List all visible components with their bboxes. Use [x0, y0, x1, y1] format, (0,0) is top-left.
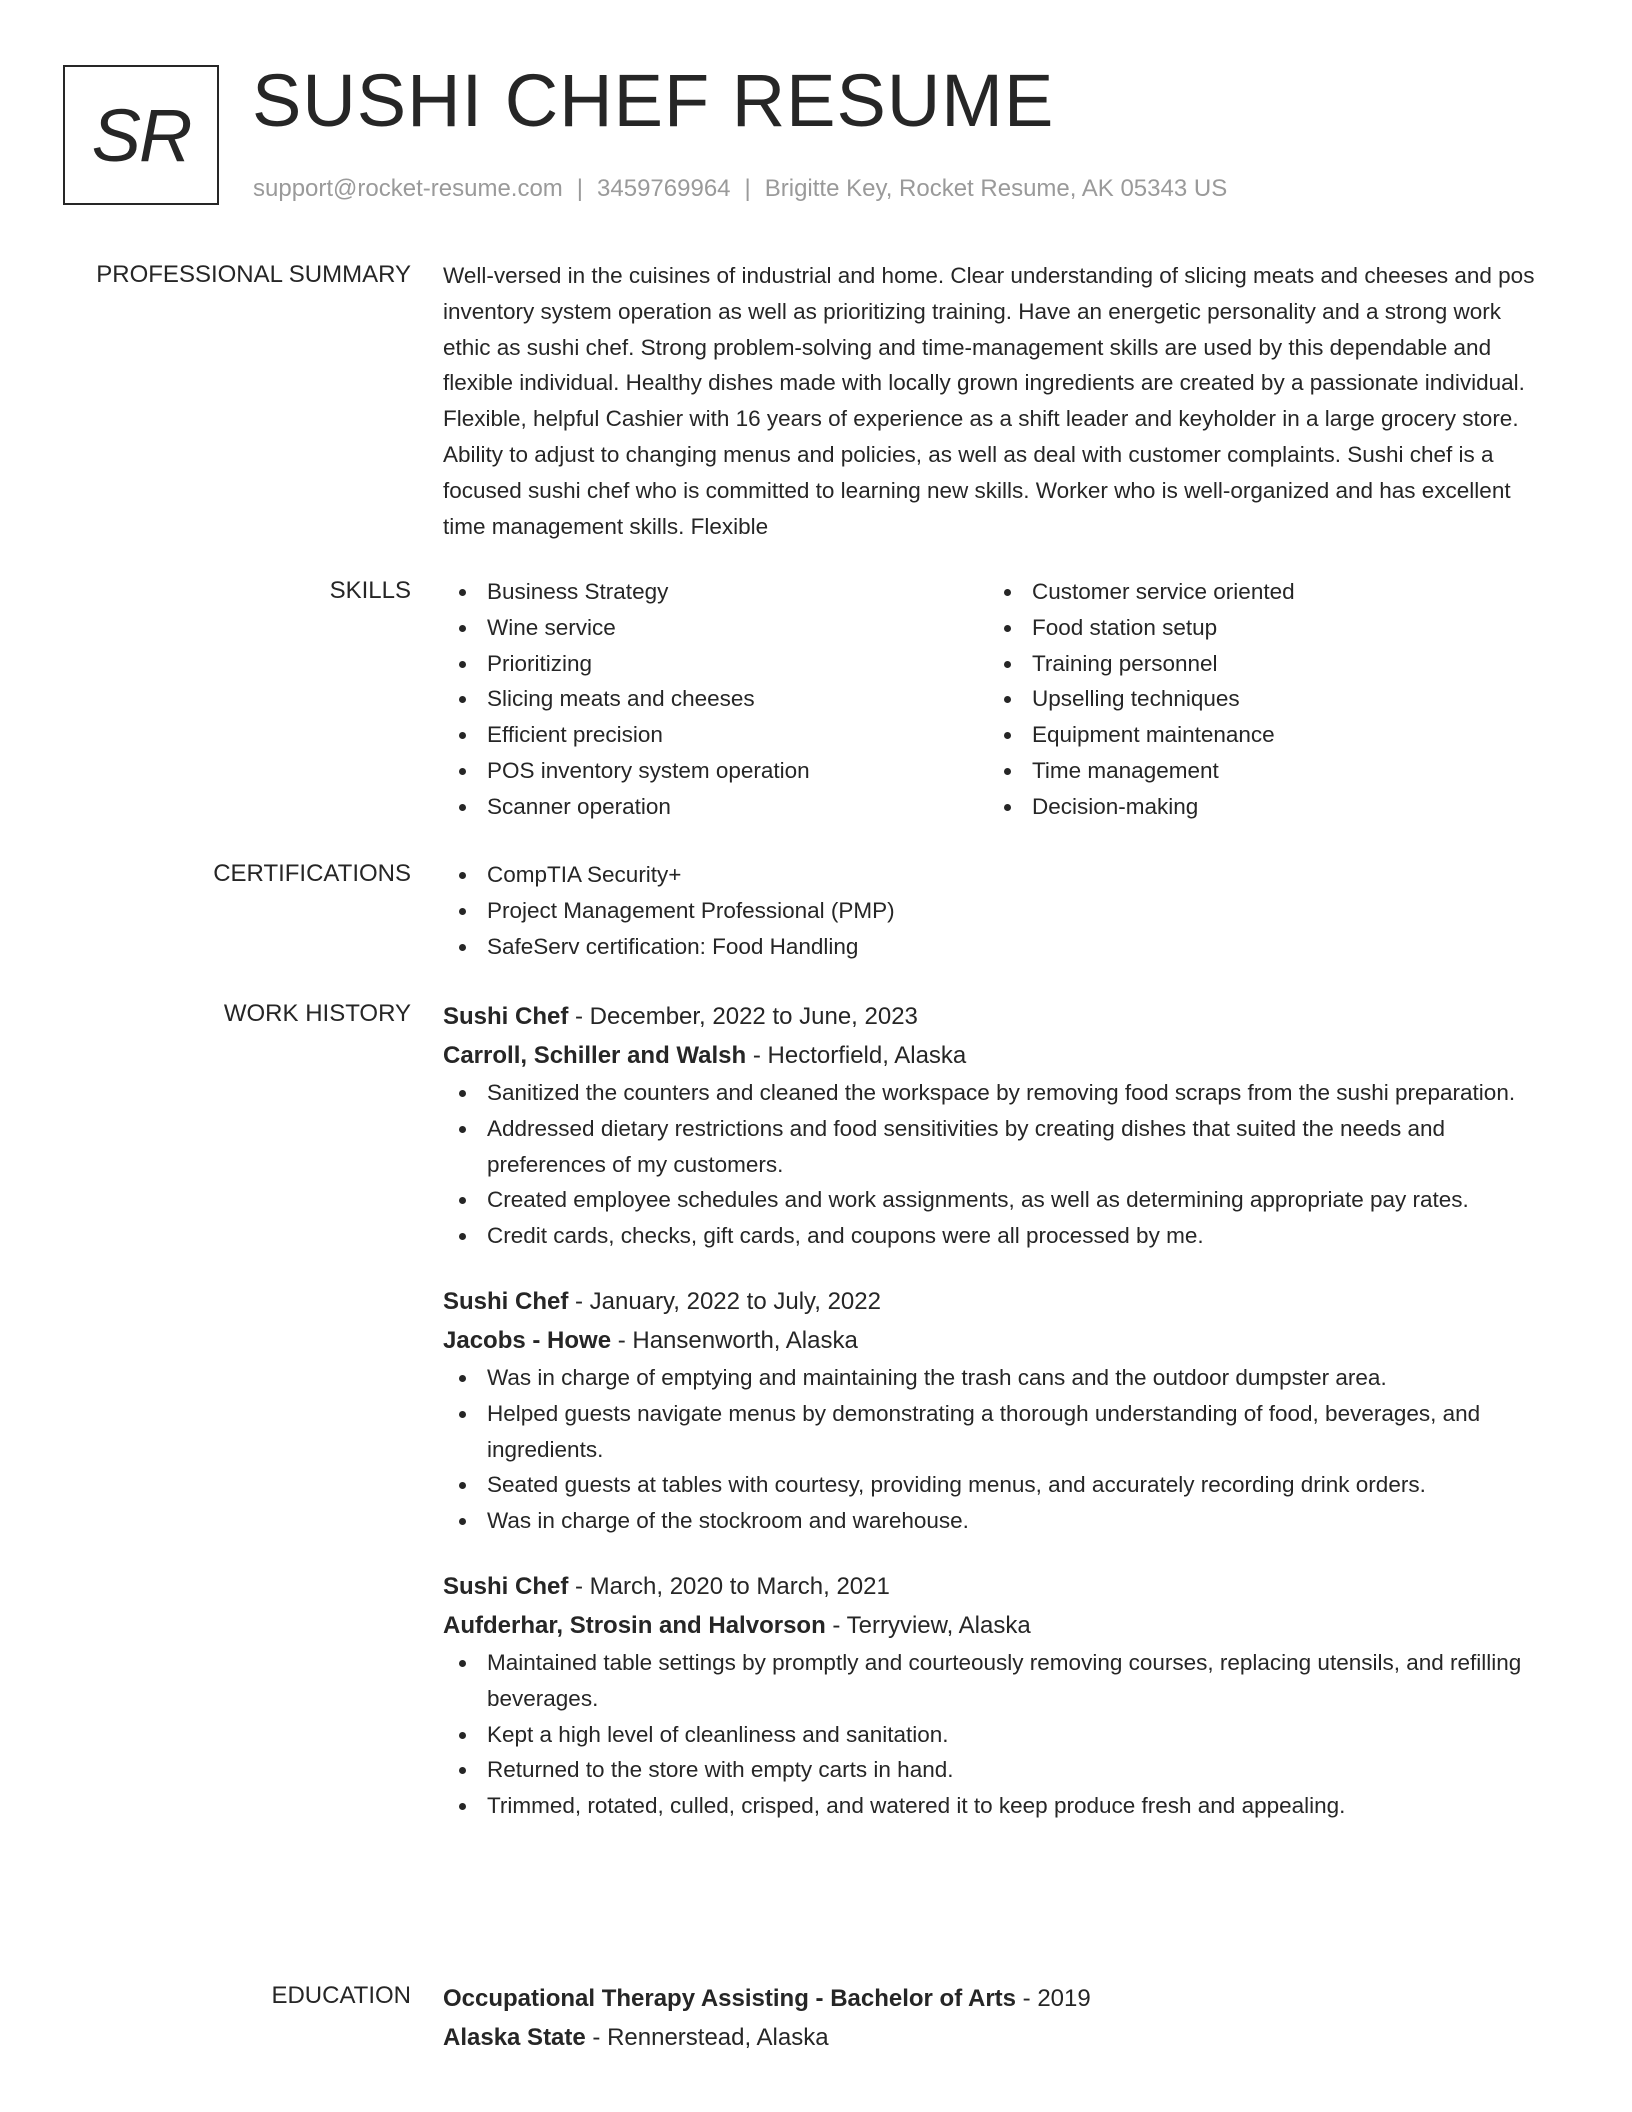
- resume-title: SUSHI CHEF RESUME: [252, 59, 1055, 142]
- job-title: Sushi Chef: [443, 1572, 569, 1600]
- job-entry: [443, 1282, 1553, 1539]
- skill-item: Training personnel: [988, 646, 1533, 682]
- job-company-line: [443, 1036, 1553, 1075]
- summary-text: Well-versed in the cuisines of industrial and home. Clear understanding of slicing meats and cheeses and pos inventory system operation as well as prioritizing training. Have an energetic personality and a strong work ethic as sushi chef. Strong problem-solving and time-management skills are used by this dependable and flexible individual. Healthy dishes made with locally grown ingredients are created by a passionate individual. Flexible, helpful Cashier with 16 years of experience as a shift leader and keyholder in a large grocery store. Ability to adjust to changing menus and policies, as well as deal with customer complaints. Sushi chef is a focused sushi chef who is committed to learning new skills. Worker who is well-organized and has excellent time management skills. Flexible: [443, 263, 1535, 539]
- job-dates: - December, 2022 to June, 2023: [568, 1003, 918, 1030]
- skill-item: Prioritizing: [443, 646, 988, 682]
- job-company: Aufderhar, Strosin and Halvorson: [443, 1611, 826, 1639]
- skill-item: Upselling techniques: [988, 681, 1533, 717]
- job-location: - Hansenworth, Alaska: [611, 1326, 858, 1354]
- section-heading-education: EDUCATION: [271, 1982, 411, 2009]
- job-company: Carroll, Schiller and Walsh: [443, 1042, 747, 1069]
- skills-list-left: [443, 574, 988, 825]
- certifications-list: [443, 857, 1553, 964]
- certification-item: Project Management Professional (PMP): [443, 893, 1553, 929]
- job-company-line: [443, 1321, 1553, 1360]
- section-heading-certifications: CERTIFICATIONS: [213, 860, 411, 887]
- education-degree: Occupational Therapy Assisting - Bachelor of Arts: [443, 1985, 1016, 2012]
- contact-email[interactable]: support@rocket-resume.com: [253, 175, 563, 202]
- job-dates: - January, 2022 to July, 2022: [568, 1287, 881, 1315]
- summary-body: [443, 258, 1553, 544]
- job-title: Sushi Chef: [443, 1003, 569, 1030]
- job-duty: Credit cards, checks, gift cards, and coupons were all processed by me.: [443, 1218, 1553, 1254]
- job-location: - Hectorfield, Alaska: [746, 1042, 967, 1069]
- education-degree-line: [443, 1979, 1553, 2018]
- job-duty: Created employee schedules and work assignments, as well as determining appropriate pay rates.: [443, 1182, 1553, 1218]
- job-duty: Addressed dietary restrictions and food sensitivities by creating dishes that suited the needs and preferences of my customers.: [443, 1111, 1553, 1183]
- certification-item: CompTIA Security+: [443, 857, 1553, 893]
- skill-item: Food station setup: [988, 610, 1533, 646]
- skill-item: POS inventory system operation: [443, 753, 988, 789]
- education-school: Alaska State: [443, 2024, 586, 2051]
- job-title: Sushi Chef: [443, 1287, 569, 1315]
- education-year: - 2019: [1016, 1985, 1091, 2012]
- skill-item: Wine service: [443, 610, 988, 646]
- skill-item: Customer service oriented: [988, 574, 1533, 610]
- job-duty: Seated guests at tables with courtesy, providing menus, and accurately recording drink orders.: [443, 1467, 1553, 1503]
- job-duty: Maintained table settings by promptly and courteously removing courses, replacing utensils, and refilling beverages.: [443, 1645, 1553, 1717]
- job-title-line: [443, 1567, 1553, 1606]
- skill-item: Equipment maintenance: [988, 717, 1533, 753]
- certifications-body: [443, 857, 1553, 964]
- skill-item: Scanner operation: [443, 789, 988, 825]
- skill-item: Slicing meats and cheeses: [443, 681, 988, 717]
- job-entry: [443, 1567, 1553, 1824]
- skill-item: Time management: [988, 753, 1533, 789]
- contact-separator: |: [744, 175, 751, 202]
- education-location: - Rennerstead, Alaska: [585, 2024, 829, 2051]
- education-body: [443, 1979, 1553, 2057]
- monogram-badge: [63, 65, 219, 205]
- job-entry: [443, 997, 1553, 1254]
- job-location: - Terryview, Alaska: [825, 1611, 1031, 1639]
- skills-grid: [443, 574, 1553, 825]
- job-duty: Was in charge of emptying and maintaining the trash cans and the outdoor dumpster area.: [443, 1360, 1553, 1396]
- job-duty: Returned to the store with empty carts in hand.: [443, 1752, 1553, 1788]
- skill-item: Business Strategy: [443, 574, 988, 610]
- education-school-line: [443, 2018, 1553, 2057]
- monogram-initials: SR: [91, 93, 191, 177]
- skills-list-right: [988, 574, 1533, 825]
- contact-line: [253, 172, 1227, 206]
- job-duty: Helped guests navigate menus by demonstrating a thorough understanding of food, beverages, and ingredients.: [443, 1396, 1553, 1468]
- job-dates: - March, 2020 to March, 2021: [568, 1572, 890, 1600]
- job-duty: Kept a high level of cleanliness and sanitation.: [443, 1717, 1553, 1753]
- skill-item: Decision-making: [988, 789, 1533, 825]
- contact-phone[interactable]: 3459769964: [597, 175, 731, 202]
- job-company: Jacobs - Howe: [443, 1326, 612, 1354]
- job-company-line: [443, 1606, 1553, 1645]
- job-duty: Sanitized the counters and cleaned the workspace by removing food scraps from the sushi preparation.: [443, 1075, 1553, 1111]
- job-duties-list: [443, 1645, 1553, 1824]
- job-title-line: [443, 997, 1553, 1036]
- work-history-body: [443, 997, 1553, 1852]
- job-duty: Trimmed, rotated, culled, crisped, and watered it to keep produce fresh and appealing.: [443, 1788, 1553, 1824]
- section-heading-work-history: WORK HISTORY: [223, 1000, 411, 1027]
- job-title-line: [443, 1282, 1553, 1321]
- section-heading-skills: SKILLS: [329, 577, 411, 604]
- certification-item: SafeServ certification: Food Handling: [443, 929, 1553, 965]
- job-duties-list: [443, 1075, 1553, 1254]
- skills-body: [443, 574, 1553, 825]
- contact-separator: |: [576, 175, 584, 202]
- contact-address: Brigitte Key, Rocket Resume, AK 05343 US: [764, 175, 1228, 202]
- skill-item: Efficient precision: [443, 717, 988, 753]
- job-duties-list: [443, 1360, 1553, 1539]
- job-duty: Was in charge of the stockroom and warehouse.: [443, 1503, 1553, 1539]
- section-heading-summary: PROFESSIONAL SUMMARY: [96, 261, 411, 288]
